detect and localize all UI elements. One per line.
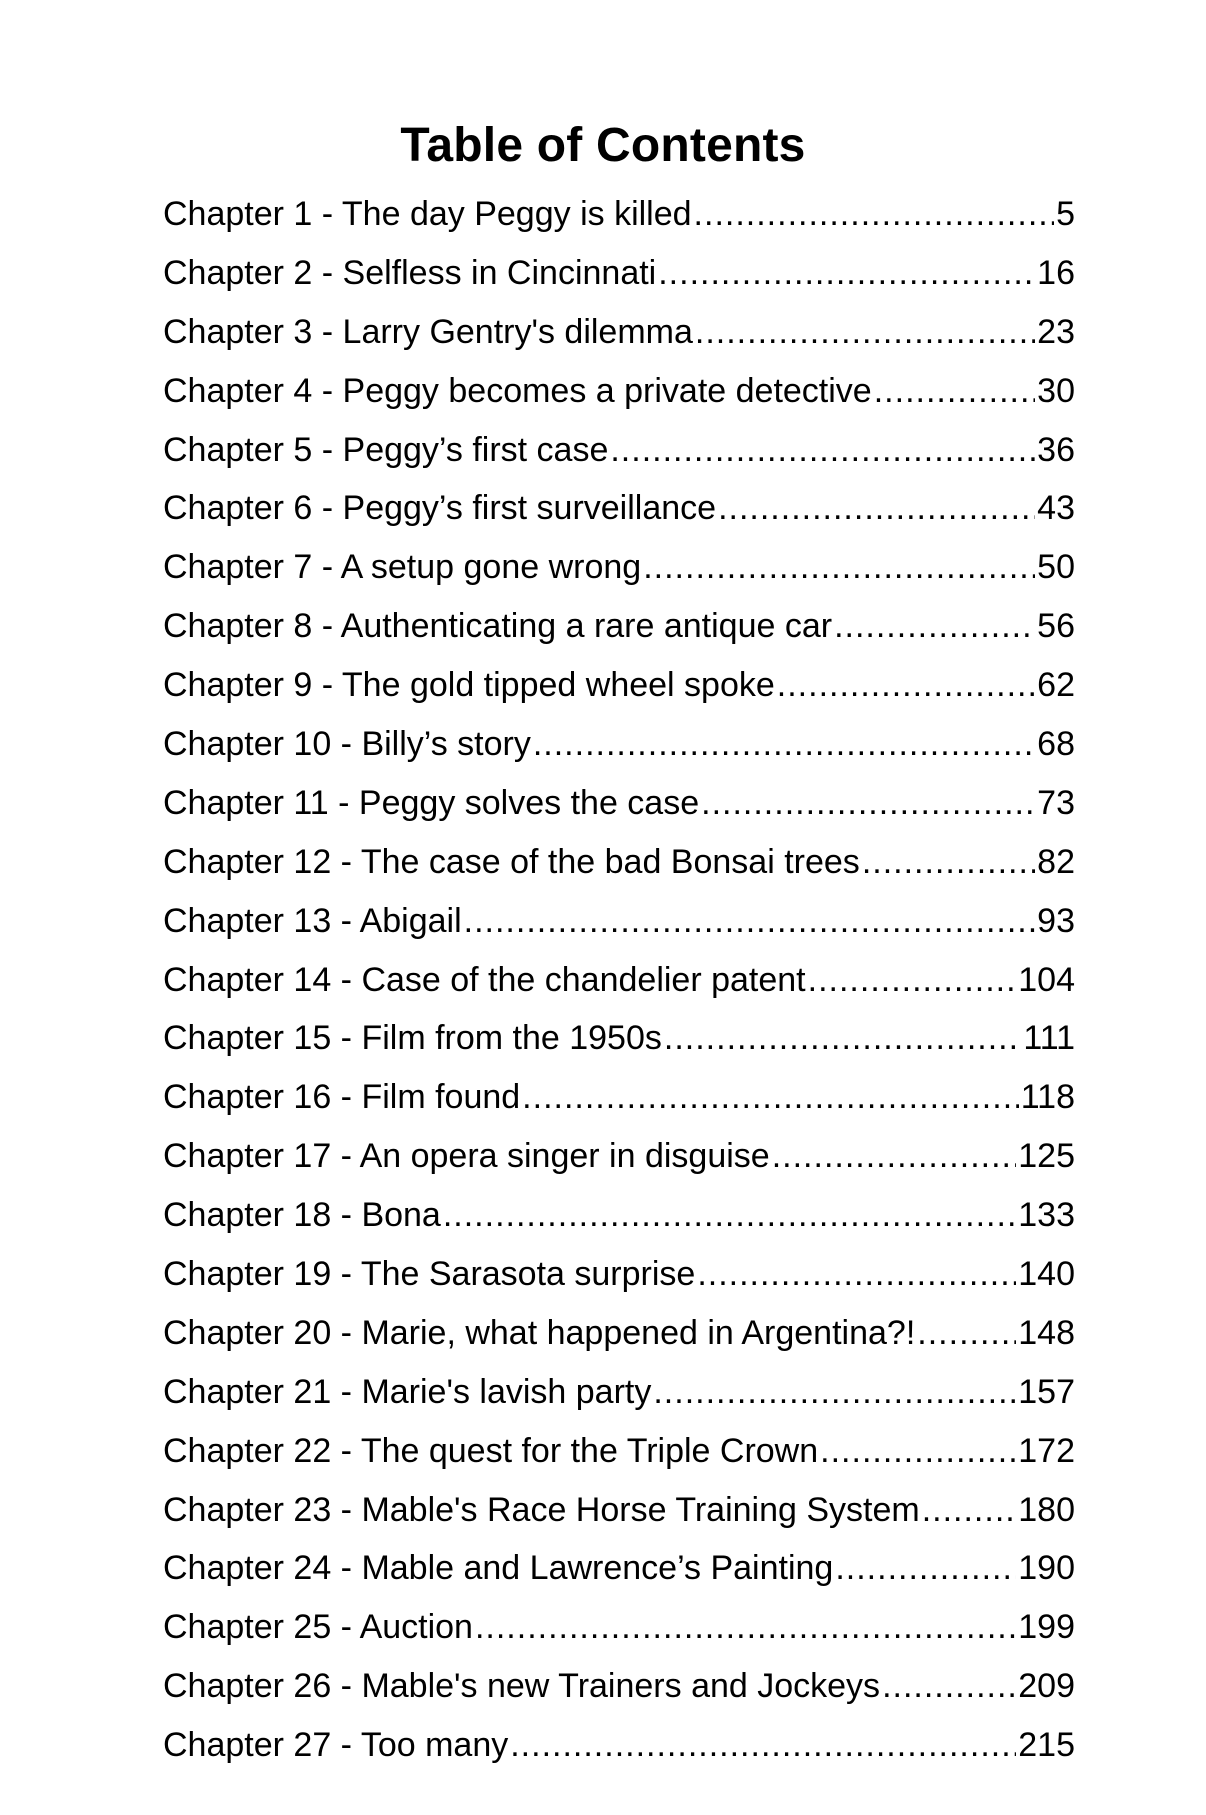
toc-entry-title: Chapter 5 - Peggy’s first case: [163, 430, 609, 469]
toc-page-number: 209: [1018, 1667, 1075, 1706]
toc-page-number: 43: [1037, 489, 1075, 528]
toc-page-number: 68: [1037, 725, 1075, 764]
dot-leader: [835, 1546, 1016, 1590]
toc-page-number: 93: [1037, 901, 1075, 940]
dot-leader: [464, 899, 1036, 943]
dot-leader: [443, 1193, 1016, 1237]
toc-page-number: 172: [1018, 1431, 1075, 1470]
toc-page-number: 140: [1018, 1255, 1075, 1294]
toc-entry: [163, 1311, 1075, 1370]
toc-entry: [163, 958, 1075, 1017]
toc-entry-title: Chapter 3 - Larry Gentry's dilemma: [163, 312, 693, 351]
toc-entry-title: Chapter 19 - The Sarasota surprise: [163, 1255, 696, 1294]
dot-leader: [820, 1429, 1016, 1473]
dot-leader: [664, 1016, 1021, 1060]
dot-leader: [522, 1075, 1019, 1119]
dot-leader: [653, 1370, 1016, 1414]
toc-entry-title: Chapter 2 - Selfless in Cincinnati: [163, 253, 657, 292]
toc-entry-title: Chapter 20 - Marie, what happened in Argentina?!: [163, 1313, 916, 1352]
dot-leader: [772, 1134, 1017, 1178]
toc-page-number: 16: [1037, 253, 1075, 292]
toc-entry: [163, 251, 1075, 310]
toc-entry: [163, 486, 1075, 545]
toc-list: [163, 192, 1075, 1782]
toc-page-number: 36: [1037, 430, 1075, 469]
toc-page-number: 125: [1018, 1137, 1075, 1176]
toc-entry: [163, 1605, 1075, 1664]
toc-entry-title: Chapter 13 - Abigail: [163, 901, 462, 940]
dot-leader: [510, 1723, 1016, 1767]
dot-leader: [694, 192, 1055, 236]
toc-entry: [163, 899, 1075, 958]
toc-entry: [163, 1134, 1075, 1193]
toc-entry-title: Chapter 10 - Billy’s story: [163, 725, 531, 764]
toc-entry-title: Chapter 23 - Mable's Race Horse Training System: [163, 1490, 920, 1529]
toc-entry: [163, 1075, 1075, 1134]
toc-entry: [163, 1664, 1075, 1723]
toc-entry: [163, 1016, 1075, 1075]
toc-page-number: 111: [1023, 1019, 1075, 1058]
toc-page-number: 82: [1037, 842, 1075, 881]
toc-entry: [163, 428, 1075, 487]
toc-entry-title: Chapter 12 - The case of the bad Bonsai trees: [163, 842, 860, 881]
toc-entry: [163, 1252, 1075, 1311]
toc-entry-title: Chapter 18 - Bona: [163, 1196, 441, 1235]
dot-leader: [882, 1664, 1016, 1708]
dot-leader: [862, 840, 1035, 884]
toc-page-number: 190: [1018, 1549, 1075, 1588]
toc-entry-title: Chapter 14 - Case of the chandelier patent: [163, 960, 806, 999]
toc-entry: [163, 722, 1075, 781]
dot-leader: [695, 310, 1035, 354]
dot-leader: [777, 663, 1035, 707]
toc-entry: [163, 1546, 1075, 1605]
dot-leader: [718, 486, 1035, 530]
dot-leader: [922, 1488, 1017, 1532]
toc-entry-title: Chapter 6 - Peggy’s first surveillance: [163, 489, 717, 528]
toc-entry: [163, 840, 1075, 899]
toc-entry-title: Chapter 22 - The quest for the Triple Crown: [163, 1431, 819, 1470]
toc-entry: [163, 781, 1075, 840]
toc-page-number: 5: [1056, 195, 1075, 233]
page-title: Table of Contents: [400, 119, 806, 172]
toc-entry: [163, 604, 1075, 663]
toc-entry-title: Chapter 25 - Auction: [163, 1608, 473, 1647]
dot-leader: [917, 1311, 1016, 1355]
toc-page-number: 157: [1018, 1372, 1075, 1411]
toc-entry: [163, 545, 1075, 604]
toc-entry-title: Chapter 7 - A setup gone wrong: [163, 548, 642, 587]
toc-entry-title: Chapter 4 - Peggy becomes a private detective: [163, 371, 872, 410]
toc-entry: [163, 1193, 1075, 1252]
toc-entry: [163, 1429, 1075, 1488]
toc-entry-title: Chapter 24 - Mable and Lawrence’s Painting: [163, 1549, 834, 1588]
toc-entry-title: Chapter 26 - Mable's new Trainers and Jockeys: [163, 1667, 881, 1706]
toc-page-number: 215: [1018, 1726, 1075, 1765]
dot-leader: [610, 428, 1035, 472]
toc-entry-title: Chapter 8 - Authenticating a rare antique car: [163, 607, 833, 646]
toc-entry-title: Chapter 9 - The gold tipped wheel spoke: [163, 666, 775, 705]
toc-entry-title: Chapter 11 - Peggy solves the case: [163, 783, 700, 822]
dot-leader: [697, 1252, 1016, 1296]
toc-page-number: 118: [1020, 1078, 1075, 1117]
dot-leader: [874, 369, 1035, 413]
dot-leader: [475, 1605, 1016, 1649]
dot-leader: [643, 545, 1035, 589]
toc-entry: [163, 1723, 1075, 1782]
toc-entry-title: Chapter 16 - Film found: [163, 1078, 521, 1117]
toc-page-number: 62: [1037, 666, 1075, 705]
toc-entry: [163, 663, 1075, 722]
toc-entry-title: Chapter 15 - Film from the 1950s: [163, 1019, 662, 1058]
toc-page-number: 104: [1018, 960, 1075, 999]
toc-entry: [163, 1488, 1075, 1547]
dot-leader: [834, 604, 1035, 648]
toc-page-number: 73: [1037, 783, 1075, 822]
toc-page-number: 180: [1018, 1490, 1075, 1529]
toc-entry-title: Chapter 1 - The day Peggy is killed: [163, 195, 692, 233]
toc-entry: [163, 192, 1075, 251]
toc-entry: [163, 1370, 1075, 1429]
toc-page-number: 148: [1018, 1313, 1075, 1352]
dot-leader: [533, 722, 1035, 766]
toc-entry: [163, 310, 1075, 369]
toc-page-number: 23: [1037, 312, 1075, 351]
toc-entry: [163, 369, 1075, 428]
toc-page-number: 30: [1037, 371, 1075, 410]
toc-entry-title: Chapter 17 - An opera singer in disguise: [163, 1137, 770, 1176]
toc-page-number: 50: [1037, 548, 1075, 587]
toc-entry-title: Chapter 27 - Too many: [163, 1726, 509, 1765]
toc-entry-title: Chapter 21 - Marie's lavish party: [163, 1372, 652, 1411]
toc-page-number: 56: [1037, 607, 1075, 646]
toc-page-number: 199: [1018, 1608, 1075, 1647]
toc-page-number: 133: [1018, 1196, 1075, 1235]
dot-leader: [701, 781, 1035, 825]
dot-leader: [808, 958, 1017, 1002]
dot-leader: [658, 251, 1035, 295]
